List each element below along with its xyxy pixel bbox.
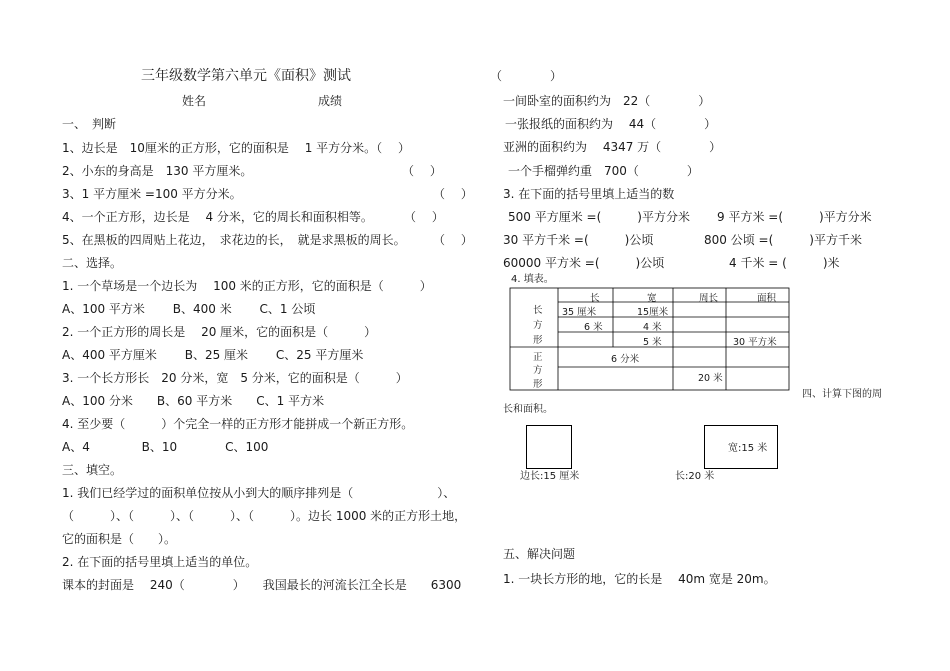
table-r3-width: 5 米 [643,337,662,348]
table-header-area: 面积 [757,293,777,304]
table-header-width: 宽 [647,293,657,304]
fill-question-1-line-3: 它的面积是（ ）。 [62,532,177,546]
convert-2b: 800 公顷 =( )平方千米 [704,233,862,247]
square-label-char-2: 方 [533,365,543,376]
judge-item-2-paren: （ ） [402,164,442,178]
name-label: 姓名 [182,94,207,108]
unit-item-newspaper: 一张报纸的面积约为 44（ ） [505,117,717,131]
choice-question-2: 2. 一个正方形的周长是 20 厘米，它的面积是（ ） [62,325,377,339]
fill-question-1-line-2: （ ）、（ ）、（ ）、（ ）。边长 1000 米的正方形土地， [62,509,467,523]
rect-label-char-1: 长 [533,305,543,316]
choice-question-4: 4. 至少要（ ）个完全一样的正方形才能拼成一个新正方形。 [62,417,414,431]
table-r1-width: 15厘米 [637,307,669,318]
judge-item-4: 4、一个正方形，边长是 4 分米，它的周长和面积相等。 [62,210,373,224]
rectangle-length-label: 长:20 米 [675,471,715,482]
convert-2a: 30 平方千米 =( )公顷 [503,233,654,247]
judge-item-4-paren: （ ） [404,210,444,224]
unit-item-asia: 亚洲的面积约为 4347 万（ ） [503,140,722,154]
square-label-char-1: 正 [533,352,543,363]
judge-item-2: 2、小东的身高是 130 平方厘米。 [62,164,253,178]
table-s1-side: 6 分米 [611,354,640,365]
unit-item-grenade: 一个手榴弹约重 700（ ） [508,164,699,178]
convert-3b: 4 千米 = ( )米 [729,256,840,270]
table-r2-width: 4 米 [643,322,662,333]
choice-question-3: 3. 一个长方形长 20 分米，宽 5 分米，它的面积是（ ） [62,371,408,385]
choice-question-1: 1. 一个草场是一个边长为 100 米的正方形，它的面积是（ ） [62,279,432,293]
convert-3a: 60000 平方米 =( )公顷 [503,256,665,270]
score-label: 成绩 [318,94,343,108]
page-title: 三年级数学第六单元《面积》测试 [141,68,351,84]
square-label-char-3: 形 [533,379,543,390]
table-header-length: 长 [590,293,600,304]
judge-item-5: 5、在黑板的四周贴上花边， 求花边的长， 就是求黑板的周长。 [62,233,406,247]
calc-heading-part-1: 四、计算下图的周 [802,389,882,400]
fill-table-title: 4. 填表。 [511,274,554,285]
choice-options-3: A、100 分米 B、60 平方米 C、1 平方米 [62,394,325,408]
unit-blank-continued: （ ） [490,69,563,83]
rect-label-char-2: 方 [533,320,543,331]
table-r3-area: 30 平方米 [733,337,777,348]
convert-heading: 3. 在下面的括号里填上适当的数 [503,187,675,201]
fill-question-1-line-1: 1. 我们已经学过的面积单位按从小到大的顺序排列是（ ）、 [62,486,456,500]
convert-1b: 9 平方米 =( )平方分米 [717,210,872,224]
square-figure [526,425,572,469]
rectangle-width-label: 宽:15 米 [728,443,768,454]
convert-1a: 500 平方厘米 =( )平方分米 [508,210,690,224]
table-s2-perimeter: 20 米 [698,373,723,384]
table-header-perimeter: 周长 [699,293,719,304]
square-side-label: 边长:15 厘米 [520,471,580,482]
unit-item-bedroom: 一间卧室的面积约为 22（ ） [503,94,711,108]
rect-label-char-3: 形 [533,335,543,346]
judge-item-1: 1、边长是 10厘米的正方形，它的面积是 1 平方分米。（ ） [62,141,410,155]
judge-item-3: 3、1 平方厘米 =100 平方分米。 [62,187,242,201]
choice-options-1: A、100 平方米 B、400 米 C、1 公顷 [62,302,316,316]
section-choice-heading: 二、选择。 [62,256,123,270]
judge-item-3-paren: （ ） [433,187,473,201]
table-r2-length: 6 米 [584,322,603,333]
choice-options-4: A、4 B、10 C、100 [62,440,269,454]
judge-item-5-paren: （ ） [433,233,473,247]
section-fill-heading: 三、填空。 [62,463,123,477]
problem-1: 1. 一块长方形的地，它的长是 40m 宽是 20m。 [503,572,776,586]
calc-heading-part-2: 长和面积。 [503,404,553,415]
fill-question-2: 2. 在下面的括号里填上适当的单位。 [62,555,258,569]
fill-question-2-line-1: 课本的封面是 240（ ） 我国最长的河流长江全长是 6300 [62,578,462,592]
section-judge-heading: 一、 判断 [62,117,117,131]
section-problem-heading: 五、解决问题 [503,547,576,561]
choice-options-2: A、400 平方厘米 B、25 厘米 C、25 平方厘米 [62,348,364,362]
table-r1-length: 35 厘米 [562,307,597,318]
